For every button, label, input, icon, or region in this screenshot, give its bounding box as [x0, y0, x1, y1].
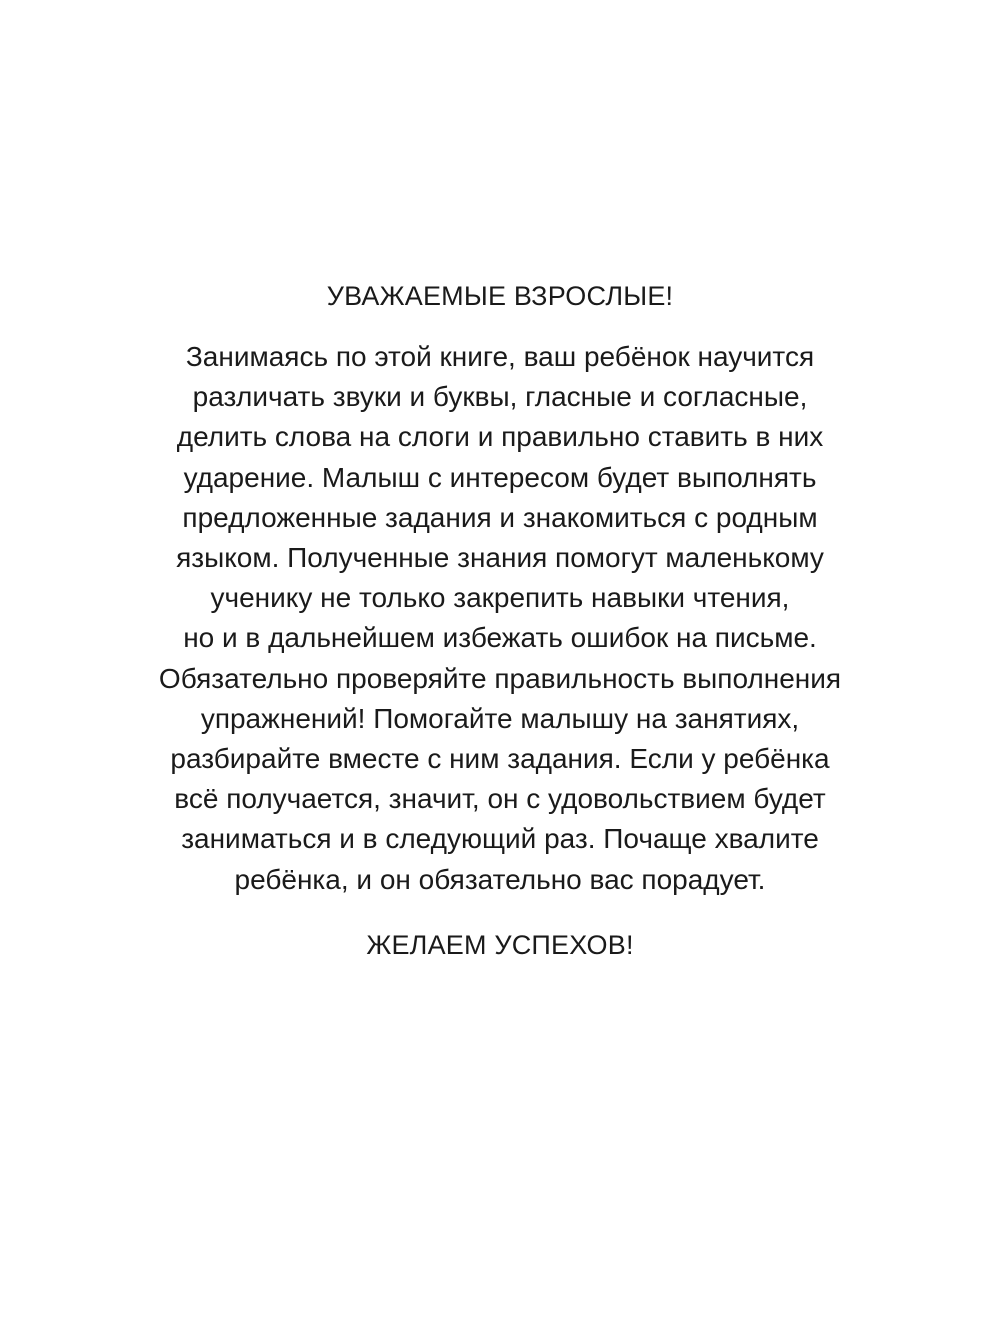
body-line: упражнений! Помогайте малышу на занятиях, — [200, 702, 800, 734]
body-line: различать звуки и буквы, гласные и согласные, — [192, 381, 808, 413]
body-line: Обязательно проверяйте правильность выполнения — [158, 662, 842, 694]
body-line: делить слова на слоги и правильно ставить в них — [176, 421, 824, 453]
body-line: всё получается, значит, он с удовольствием будет — [174, 783, 826, 815]
closing-heading: ЖЕЛАЕМ УСПЕХОВ! — [366, 930, 634, 960]
body-line: ребёнка, и он обязательно вас порадует. — [234, 863, 766, 895]
body-line: Занимаясь по этой книге, ваш ребёнок научится — [185, 341, 815, 372]
body-line: языком. Полученные знания помогут маленькому — [176, 542, 824, 574]
body-line: заниматься и в следующий раз. Почаще хвалите — [181, 823, 819, 855]
body-line: ученику не только закрепить навыки чтения, — [210, 582, 790, 614]
body-line: разбирайте вместе с ним задания. Если у ребёнка — [170, 743, 830, 775]
body-line: предложенные задания и знакомиться с родным — [182, 501, 818, 533]
body-paragraph — [0, 337, 1000, 900]
body-line: но и в дальнейшем избежать ошибок на письме. — [183, 622, 817, 654]
page-heading: УВАЖАЕМЫЕ ВЗРОСЛЫЕ! — [326, 281, 674, 311]
body-line: ударение. Малыш с интересом будет выполнять — [183, 461, 817, 493]
